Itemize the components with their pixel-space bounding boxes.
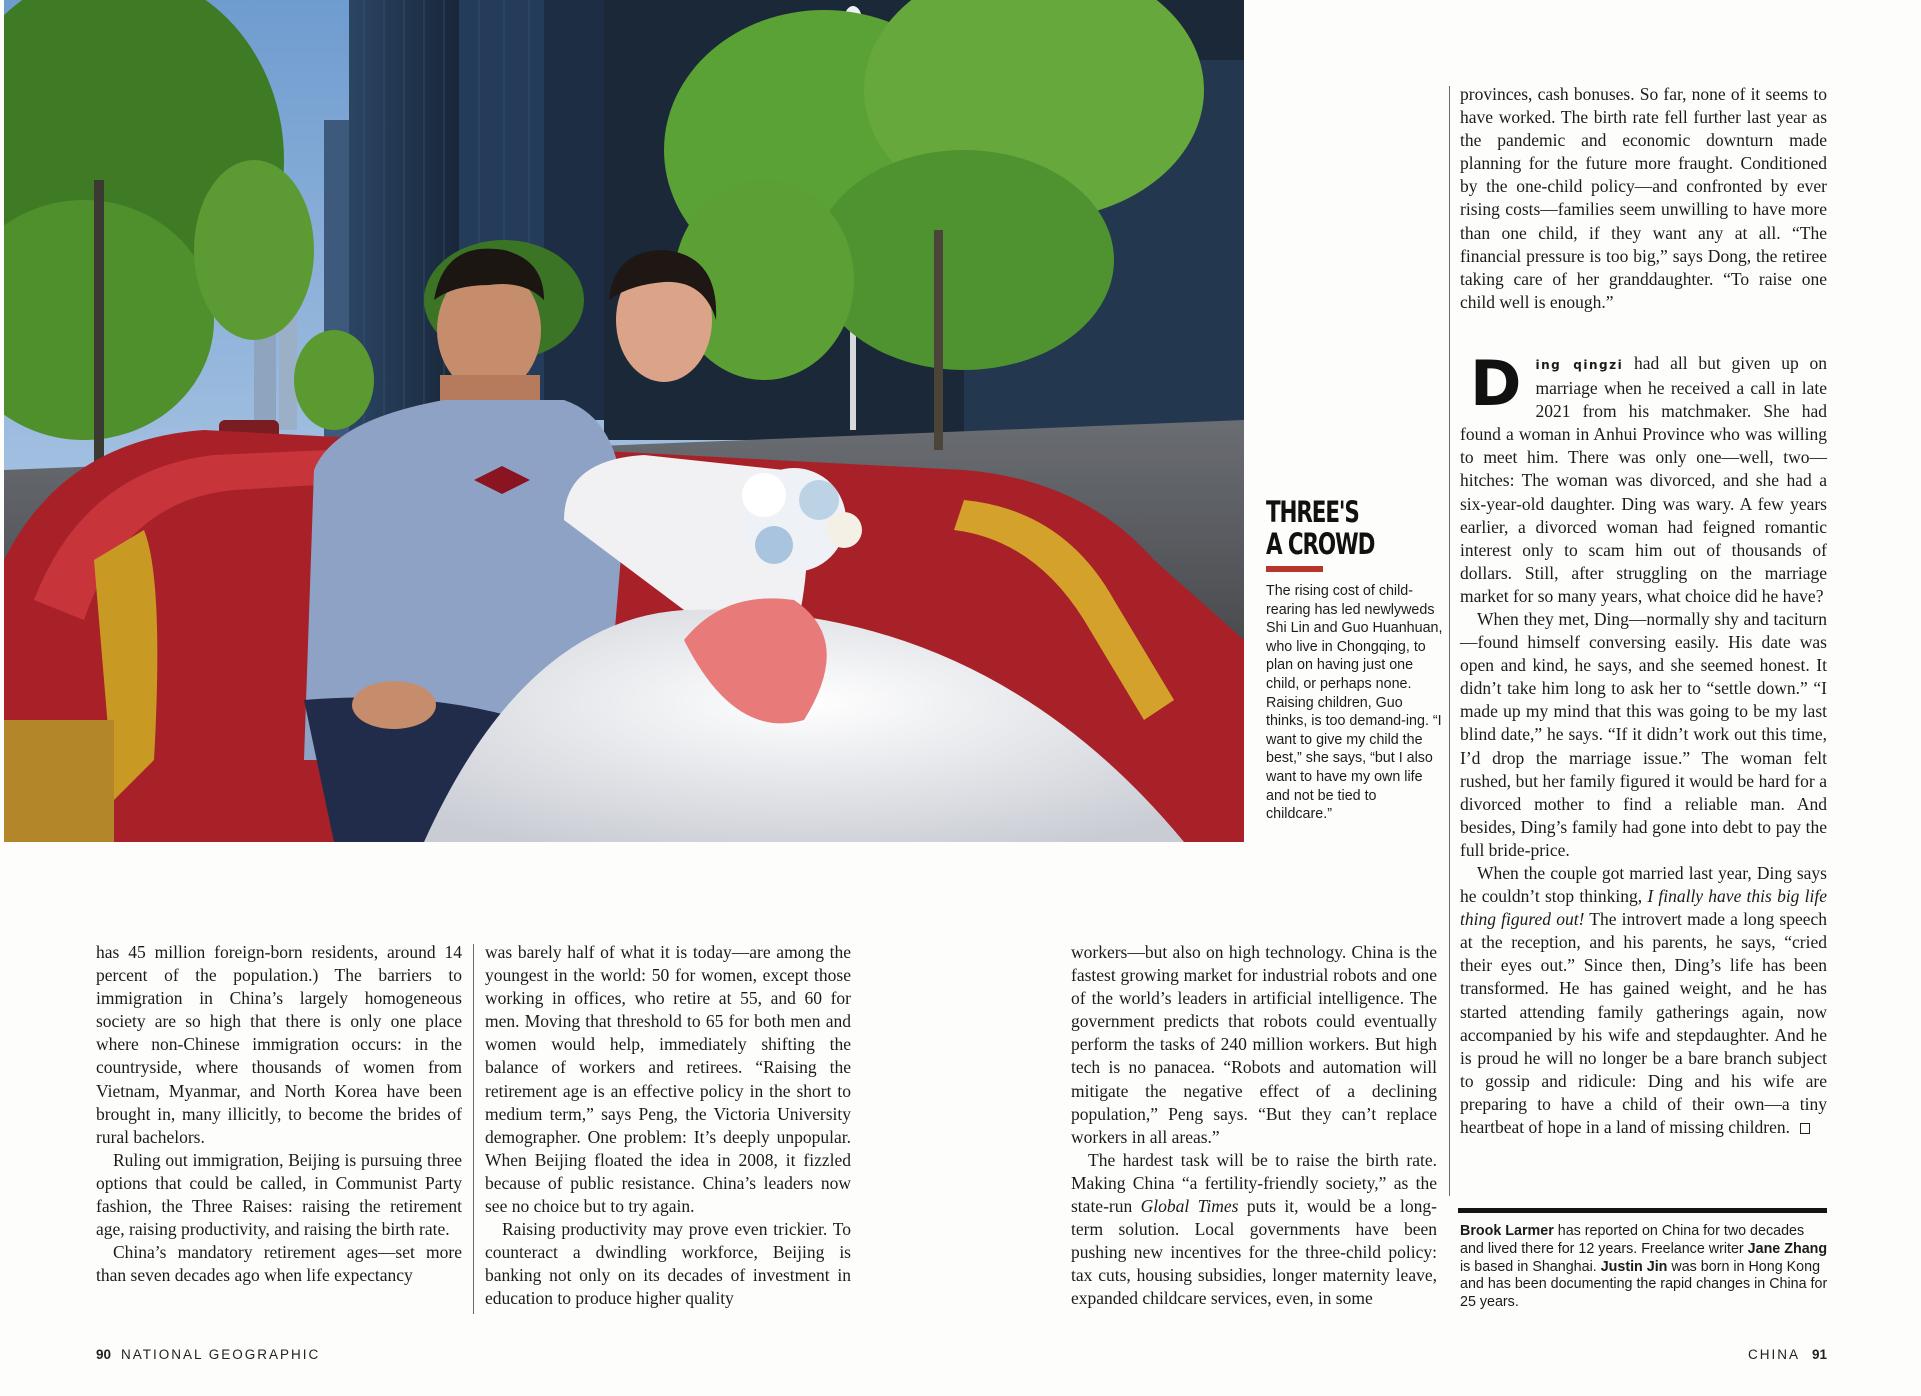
text-run: had all but given up on marriage when he received a call in late 2021 from his matchmaker. She had found a woman in Anhui Province who was willing to meet him. There was only one—well, two—hitches: The woman was divorced, and she had a six-year-old daughter. Ding was wary. A few years earlier, a divorced woman had feigned romantic interest only to scam him out of thousands of dollars. Still, after struggling on the marriage market for so many years, what choice did he have? [1460, 352, 1827, 606]
page-number: 90 [96, 1347, 112, 1362]
text-run: is based in Shanghai. [1460, 1258, 1601, 1275]
contributor-bio [1460, 1223, 1830, 1312]
caption-heading-line-1: THREE'S [1266, 495, 1359, 529]
column-rule-1 [473, 944, 474, 1314]
paragraph [1460, 862, 1827, 1139]
body-column-3 [1071, 941, 1437, 1311]
body-column-1 [96, 941, 462, 1287]
paragraph-lead [1460, 346, 1827, 608]
caption-body: The rising cost of child-rearing has led newlyweds Shi Lin and Guo Huanhuan, who live in Chongqing, to plan on having just one child, or perhaps none. Raising children, Guo thinks, is too demand-ing. “I want to give my child the best,” she says, “but I also want to have my own life and not be tied to childcare.” [1266, 583, 1443, 823]
contributor-name: Jane Zhang [1747, 1240, 1828, 1257]
paragraph: Ruling out immigration, Beijing is pursuing three options that could be called, in Communist Party fashion, the Three Raises: raising the retirement age, raising productivity, and raising the birth rate. [96, 1149, 462, 1240]
paragraph: was barely half of what it is today—are among the youngest in the world: 50 for women, except those working in offices, who retire at 55, and 60 for men. Moving that threshold to 65 for both men and women would help, immediately shifting the balance of workers and retirees. “Raising the retirement age is an effective policy in the short to medium term,” says Peng, the Victoria University demographer. One problem: It’s deeply unpopular. When Beijing floated the idea in 2008, it fizzled because of public resistance. China’s leaders now see no choice but to try again. [485, 942, 851, 1217]
publication-name: NATIONAL GEOGRAPHIC [121, 1347, 321, 1362]
paragraph: China’s mandatory retirement ages—set more than seven decades ago when life expectancy [96, 1242, 462, 1286]
folio-right [1748, 1347, 1827, 1362]
body-column-4 [1460, 83, 1827, 1139]
bio-rule [1458, 1208, 1827, 1213]
section-name: CHINA [1747, 1347, 1800, 1362]
caption-accent-rule [1266, 566, 1323, 572]
text-run: puts it, would be a long-term solution. Local governments have been pushing new incentives for the three-child policy: tax cuts, housing subsidies, longer maternity leave, expanded childcare services, even, in some [1071, 1196, 1437, 1309]
folio-left [96, 1347, 320, 1362]
italic-quote: I finally have this big life thing figured out! [1460, 886, 1828, 930]
photo-caption [1266, 496, 1446, 824]
paragraph: When they met, Ding—normally shy and taciturn—found himself conversing easily. His date was open and kind, he says, and she seemed honest. It didn’t take him long to ask her to “settle down.” “I made up my mind that this was going to be my last blind date,” he says. “If it didn’t work out this time, I’d drop the marriage issue.” The woman felt rushed, but her family figured it would be hard for a divorced mother to find a reliable man. And besides, Ding’s family had gone into debt to pay the full bride-price. [1460, 608, 1827, 860]
paragraph: has 45 million foreign-born residents, around 14 percent of the population.) The barriers to immigration in China’s largely homogeneous society are so high that there is only one place where non-Chinese immigration occurs: in the countryside, where thousands of women from Vietnam, Myanmar, and North Korea have been brought in, many illicitly, to become the brides of rural bachelors. [96, 942, 462, 1147]
text-run: The hardest task will be to raise the birth rate. Making China “a fertility-friendly society,” as the state-run [1071, 1149, 1437, 1217]
caption-heading-line-2: A CROWD [1266, 527, 1375, 561]
contributor-name: Justin Jin [1600, 1258, 1668, 1275]
end-mark-icon [1800, 1123, 1810, 1134]
text-run: When the couple got married last year, Ding says he couldn’t stop thinking, [1460, 863, 1827, 907]
paragraph [1071, 1149, 1437, 1311]
paragraph: Raising productivity may prove even trickier. To counteract a dwindling workforce, Beijing is banking not only on its decades of investment in education to produce higher quality [485, 1219, 851, 1309]
paragraph: provinces, cash bonuses. So far, none of it seems to have worked. The birth rate fell further last year as the pandemic and economic downturn made planning for the future more fraught. Conditioned by the one-child policy—and confronted by ever rising costs—families seem unwilling to have more than one child, if they want any at all. “The financial pressure is too big,” says Dong, the retiree taking care of her granddaughter. “To raise one child well is enough.” [1460, 84, 1827, 312]
body-column-2 [485, 941, 851, 1311]
text-run: The introvert made a long speech at the reception, and his parents, he says, “cried their eyes out.” Since then, Ding’s life has been transformed. He has gained weight, and he has started attending family gatherings again, now accompanied by his wife and stepdaughter. And he is proud he will no longer be a bare branch subject to gossip and ridicule: Ding and his wife are preparing to have a child of their own—a tiny heartbeat of hope in a land of missing children. [1460, 909, 1827, 1138]
column-rule-3 [1449, 86, 1450, 1196]
text-run: was born in Hong Kong and has been documenting the rapid changes in China for 25 years. [1460, 1258, 1828, 1311]
wedding-photo [4, 0, 1244, 842]
contributor-name: Brook Larmer [1460, 1223, 1554, 1239]
text-run: has reported on China for two decades and lived there for 12 years. Freelance writer [1460, 1223, 1805, 1257]
page-number: 91 [1811, 1347, 1827, 1362]
lead-in-smallcaps: ing qingzi [1535, 357, 1624, 372]
italic-title: Global Times [1140, 1196, 1239, 1217]
caption-heading [1266, 496, 1399, 560]
paragraph: workers—but also on high technology. China is the fastest growing market for industrial robots and one of the world’s leaders in artificial intelligence. The government predicts that robots could eventually perform the tasks of 240 million workers. But high tech is no panacea. “Robots and automation will mitigate the negative effect of a declining population,” Peng says. “But they can’t replace workers in all areas.” [1071, 942, 1437, 1147]
drop-cap: D [1470, 346, 1522, 420]
